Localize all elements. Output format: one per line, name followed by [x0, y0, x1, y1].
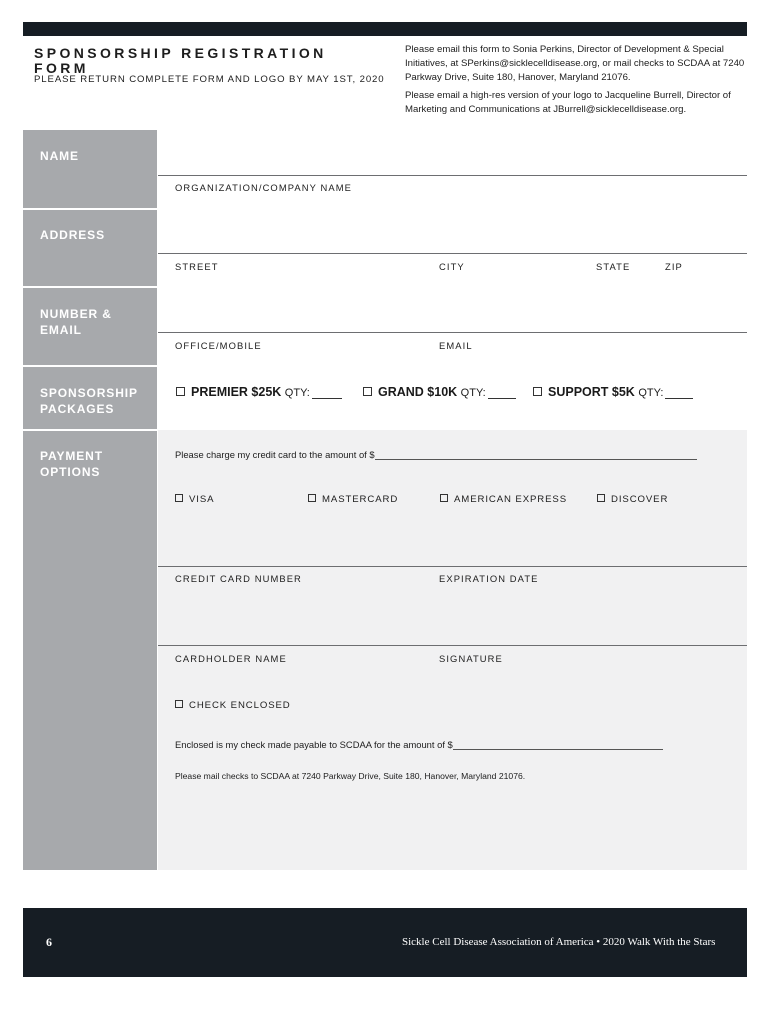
checkbox-amex[interactable]: [440, 494, 448, 502]
signature-label: SIGNATURE: [439, 653, 503, 664]
contact-line[interactable]: [158, 332, 747, 333]
card-number-line[interactable]: [158, 566, 747, 567]
top-bar: [23, 22, 747, 36]
check-amount-field[interactable]: [453, 740, 663, 750]
section-divider: [23, 286, 157, 288]
card-option-amex[interactable]: AMERICAN EXPRESS: [440, 494, 567, 505]
mail-instructions: Please mail checks to SCDAA at 7240 Parkway Drive, Suite 180, Hanover, Maryland 21076.: [175, 771, 526, 781]
card-option-mastercard[interactable]: MASTERCARD: [308, 494, 398, 505]
qty-field-premier[interactable]: [312, 388, 342, 399]
footer-text: Sickle Cell Disease Association of America • 2020 Walk With the Stars: [402, 936, 716, 948]
checkbox-check-enclosed[interactable]: [175, 700, 183, 708]
package-support[interactable]: SUPPORT $5K QTY:: [533, 385, 693, 399]
street-label: STREET: [175, 261, 219, 272]
cardholder-label: CARDHOLDER NAME: [175, 653, 287, 664]
logo-instructions: Please email a high-res version of your logo to Jacqueline Burrell, Director of Marketing and Communications at JBurrell@sicklecelldisease.org.: [405, 90, 731, 115]
office-mobile-label: OFFICE/MOBILE: [175, 340, 262, 351]
charge-amount-field[interactable]: [375, 450, 697, 460]
card-option-discover[interactable]: DISCOVER: [597, 494, 668, 505]
address-line[interactable]: [158, 253, 747, 254]
state-label: STATE: [596, 261, 631, 272]
checkbox-mastercard[interactable]: [308, 494, 316, 502]
zip-label: ZIP: [665, 261, 683, 272]
section-divider: [23, 365, 157, 367]
check-amount-row[interactable]: Enclosed is my check made payable to SCDAA for the amount of $: [175, 739, 663, 750]
checkbox-premier[interactable]: [176, 387, 185, 396]
section-label-number-email: NUMBER & EMAIL: [40, 307, 112, 337]
page-number: 6: [46, 935, 52, 949]
qty-field-support[interactable]: [665, 388, 693, 399]
org-name-label: ORGANIZATION/COMPANY NAME: [175, 182, 352, 193]
section-label-address: ADDRESS: [40, 228, 105, 242]
checkbox-support[interactable]: [533, 387, 542, 396]
package-grand[interactable]: GRAND $10K QTY:: [363, 385, 516, 399]
section-label-payment: PAYMENT OPTIONS: [40, 449, 103, 479]
qty-field-grand[interactable]: [488, 388, 516, 399]
card-option-visa[interactable]: VISA: [175, 494, 214, 505]
section-divider: [23, 208, 157, 210]
check-enclosed-option[interactable]: CHECK ENCLOSED: [175, 700, 291, 711]
section-label-name: NAME: [40, 149, 79, 163]
org-name-line[interactable]: [158, 175, 747, 176]
section-divider: [23, 429, 157, 431]
package-premier[interactable]: PREMIER $25K QTY:: [176, 385, 342, 399]
expiration-label: EXPIRATION DATE: [439, 573, 539, 584]
email-instructions: Please email this form to Sonia Perkins, Director of Development & Special Initiatives, at SPerkins@sicklecelldisease.org, or mail checks to SCDAA at 7240 Parkway Drive, Suite 180, Hanover, Maryland 21076.: [405, 44, 745, 83]
cardholder-line[interactable]: [158, 645, 747, 646]
city-label: CITY: [439, 261, 465, 272]
checkbox-discover[interactable]: [597, 494, 605, 502]
charge-amount-row[interactable]: Please charge my credit card to the amount of $: [175, 449, 697, 460]
form-title: SPONSORSHIP REGISTRATION FORM: [34, 45, 327, 76]
checkbox-visa[interactable]: [175, 494, 183, 502]
form-subtitle: PLEASE RETURN COMPLETE FORM AND LOGO BY MAY 1ST, 2020: [34, 74, 385, 85]
checkbox-grand[interactable]: [363, 387, 372, 396]
email-label: EMAIL: [439, 340, 473, 351]
section-label-sponsorship: SPONSORSHIP PACKAGES: [40, 386, 138, 416]
cc-number-label: CREDIT CARD NUMBER: [175, 573, 302, 584]
